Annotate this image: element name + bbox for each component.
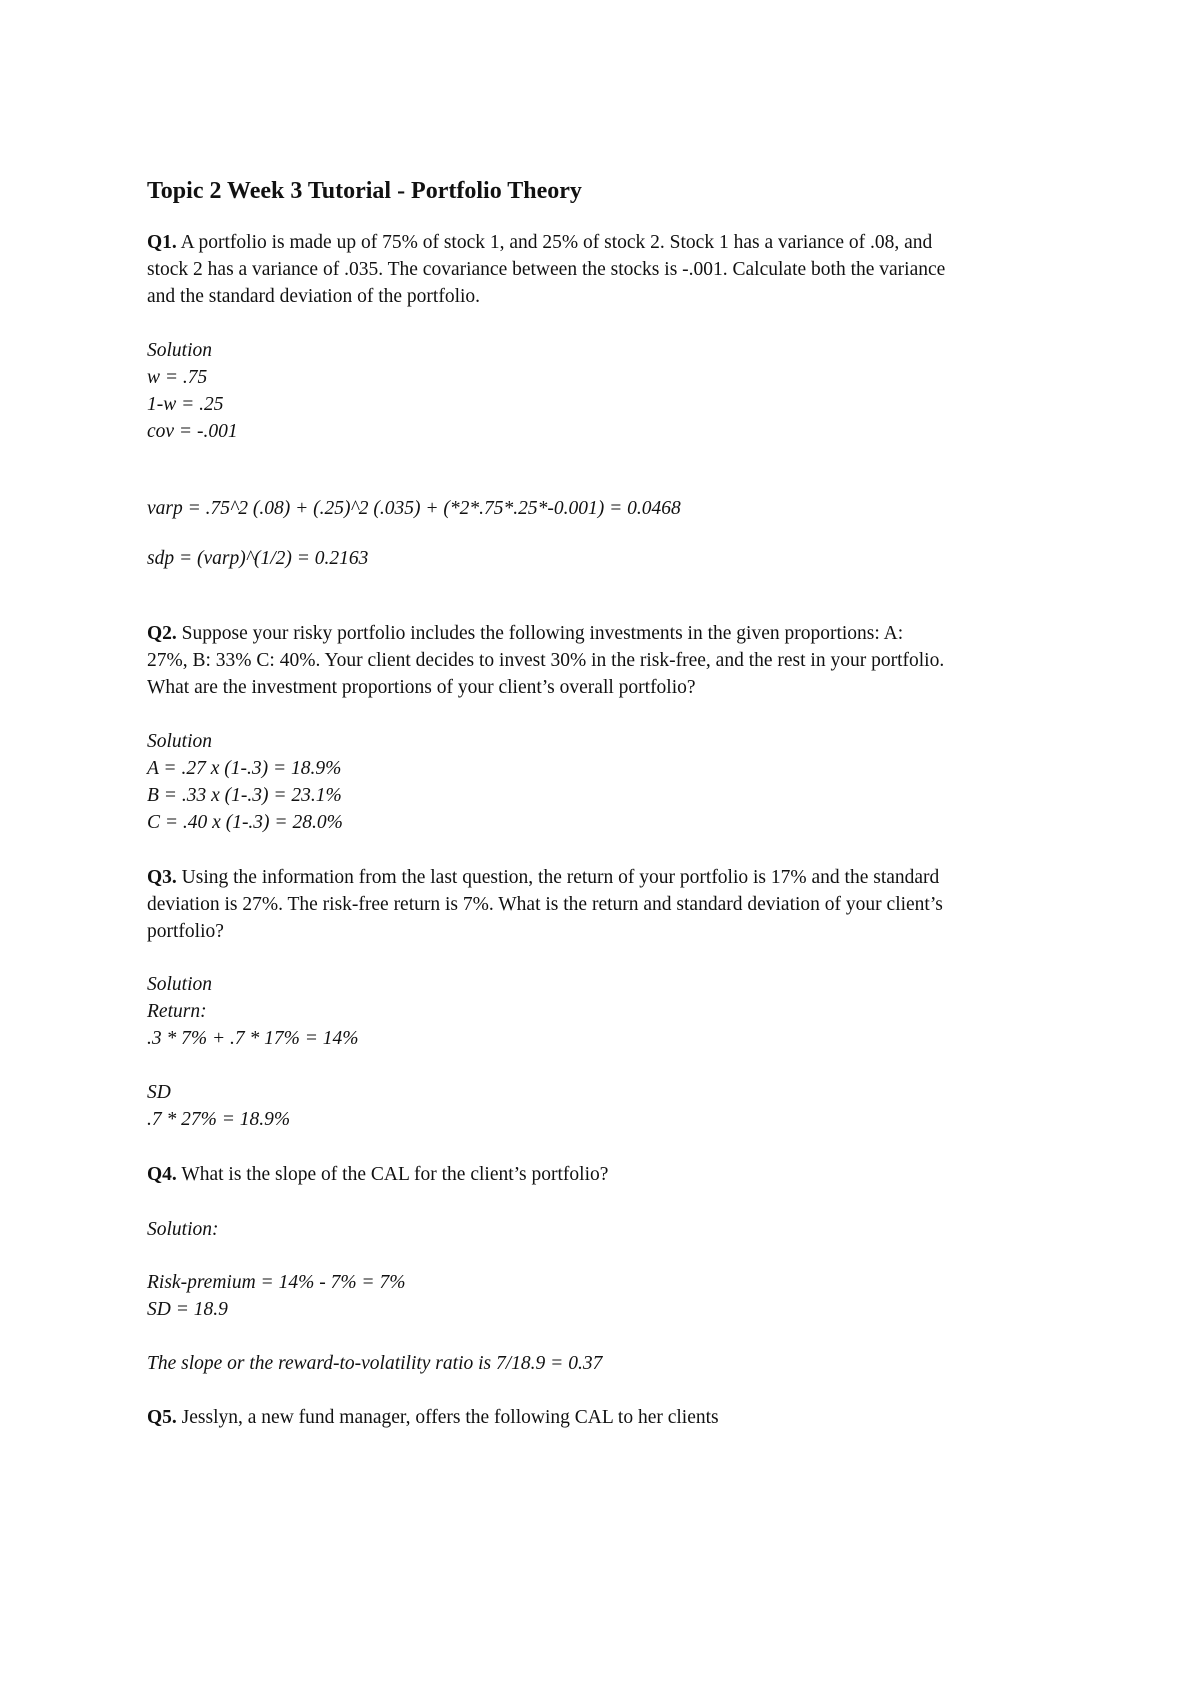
q4-text-line-1 <box>147 1160 1077 1189</box>
q1-solution-line-2: 1-w = .25 <box>147 394 224 415</box>
q1-line-1: A portfolio is made up of 75% of stock 1, and 25% of stock 2. Stock 1 has a variance of .08, and <box>180 232 933 253</box>
q5-line-1: Jesslyn, a new fund manager, offers the following CAL to her clients <box>181 1407 719 1428</box>
q5-text-line-1 <box>147 1403 1077 1432</box>
q2-solution-line-1: A = .27 x (1-.3) = 18.9% <box>147 758 342 779</box>
q2-text-line-1 <box>147 619 1077 648</box>
q3-return-calc: .3 * 7% + .7 * 17% = 14% <box>147 1028 359 1049</box>
q1-line-3: and the standard deviation of the portfolio. <box>147 286 481 307</box>
q1-solution-sd: sdp = (varp)^(1/2) = 0.2163 <box>147 548 369 569</box>
q2-label: Q2. <box>147 623 177 644</box>
q2-solution-line-2: B = .33 x (1-.3) = 23.1% <box>147 785 342 806</box>
q1-label: Q1. <box>147 232 177 253</box>
q4-line-1: What is the slope of the CAL for the client’s portfolio? <box>181 1164 609 1185</box>
q2-solution-line-3: C = .40 x (1-.3) = 28.0% <box>147 812 343 833</box>
q1-solution-heading: Solution <box>147 340 213 361</box>
q1-line-2: stock 2 has a variance of .035. The covariance between the stocks is -.001. Calculate both the variance <box>147 259 946 280</box>
q4-solution-line-3: The slope or the reward-to-volatility ratio is 7/18.9 = 0.37 <box>147 1353 603 1374</box>
q2-line-1: Suppose your risky portfolio includes the following investments in the given proportions: A: <box>181 623 904 644</box>
q3-line-2: deviation is 27%. The risk-free return is 7%. What is the return and standard deviation of your client’s <box>147 894 943 915</box>
q2-line-3: What are the investment proportions of your client’s overall portfolio? <box>147 677 696 698</box>
document-title: Topic 2 Week 3 Tutorial - Portfolio Theory <box>147 178 582 204</box>
q3-label: Q3. <box>147 867 177 888</box>
q4-solution-line-1: Risk-premium = 14% - 7% = 7% <box>147 1272 406 1293</box>
q3-line-3: portfolio? <box>147 921 224 942</box>
q3-solution-heading: Solution <box>147 974 213 995</box>
q1-solution-line-3: cov = -.001 <box>147 421 238 442</box>
q3-return-label: Return: <box>147 1001 207 1022</box>
q4-solution-line-2: SD = 18.9 <box>147 1299 228 1320</box>
q3-sd-calc: .7 * 27% = 18.9% <box>147 1109 291 1130</box>
q3-text-line-1 <box>147 863 1077 892</box>
q4-solution-heading: Solution: <box>147 1219 219 1240</box>
q1-solution-variance: varp = .75^2 (.08) + (.25)^2 (.035) + (*2*.75*.25*-0.001) = 0.0468 <box>147 498 681 519</box>
q1-solution-line-1: w = .75 <box>147 367 208 388</box>
q5-label: Q5. <box>147 1407 177 1428</box>
q2-line-2: 27%, B: 33% C: 40%. Your client decides to invest 30% in the risk-free, and the rest in your portfolio. <box>147 650 945 671</box>
q2-solution-heading: Solution <box>147 731 213 752</box>
q3-sd-label: SD <box>147 1082 171 1103</box>
q1-text-line-1 <box>147 228 1077 257</box>
q3-line-1: Using the information from the last question, the return of your portfolio is 17% and the standard <box>181 867 940 888</box>
q4-label: Q4. <box>147 1164 177 1185</box>
